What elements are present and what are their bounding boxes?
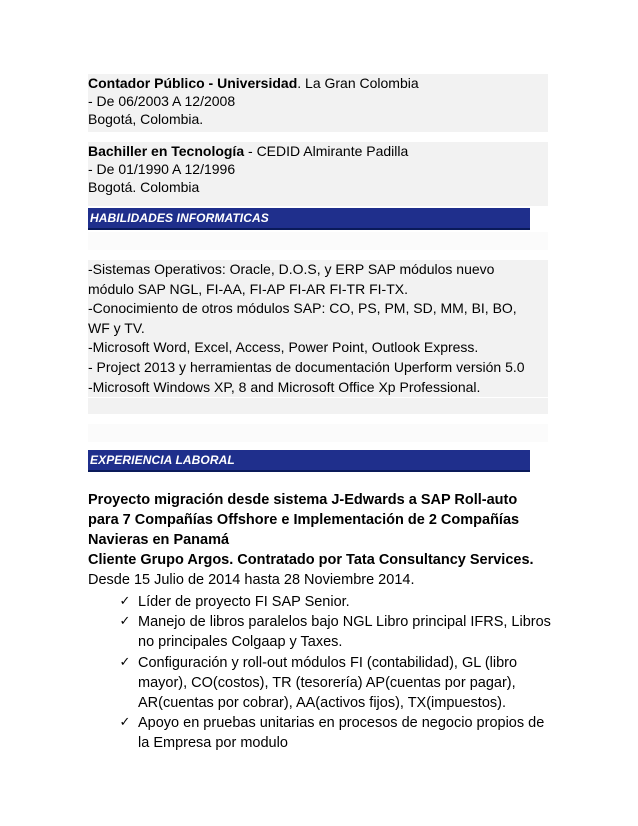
experience-title-line: Proyecto migración desde sistema J-Edwards a SAP Roll-auto xyxy=(88,492,518,508)
experience-period: Desde 15 Julio de 2014 hasta 28 Noviembre 2014. xyxy=(88,572,415,588)
experience-title-line: Navieras en Panamá xyxy=(88,532,230,548)
bullet-text: mayor), CO(costos), TR (tesorería) AP(cuentas por pagar), xyxy=(138,674,516,691)
education-title-line xyxy=(88,74,548,92)
skills-line: WF y TV. xyxy=(88,319,145,336)
degree: Bachiller en Tecnología xyxy=(88,143,245,159)
experience-entry xyxy=(88,490,558,590)
spacer xyxy=(88,398,548,414)
institution: - CEDID Almirante Padilla xyxy=(244,143,409,159)
checkmark-icon: ✓ xyxy=(119,614,131,630)
education-location: Bogotá, Colombia. xyxy=(88,111,204,127)
bullet-text: la Empresa por modulo xyxy=(138,735,288,752)
bullet-text: AR(cuentas por cobrar), AA(activos fijos), TX(impuestos). xyxy=(138,695,506,712)
skills-section-header: HABILIDADES INFORMATICAS xyxy=(88,208,530,230)
bullet-text: Apoyo en pruebas unitarias en procesos de negocio propios de xyxy=(138,715,545,732)
experience-section-header: EXPERIENCIA LABORAL xyxy=(88,450,530,472)
skills-line: - Project 2013 y herramientas de documentación Uperform versión 5.0 xyxy=(88,358,525,375)
checkmark-icon: ✓ xyxy=(119,654,131,670)
list-item xyxy=(88,592,558,612)
education-dates: - De 01/1990 A 12/1996 xyxy=(88,161,236,177)
spacer xyxy=(88,424,548,442)
bullet-text: no principales Colgaap y Taxes. xyxy=(138,634,343,651)
experience-bullets xyxy=(88,592,558,754)
skills-line: módulo SAP NGL, FI-AA, FI-AP FI-AR FI-TR FI-TX. xyxy=(88,280,408,297)
education-dates: - De 06/2003 A 12/2008 xyxy=(88,93,236,109)
education-location: Bogotá. Colombia xyxy=(88,179,200,195)
skills-line: -Microsoft Windows XP, 8 and Microsoft Office Xp Professional. xyxy=(88,378,481,395)
skills-list xyxy=(88,260,548,397)
list-item xyxy=(88,653,558,714)
education-entry xyxy=(88,142,548,206)
experience-client-line: Cliente Grupo Argos. Contratado por Tata Consultancy Services. xyxy=(88,552,534,568)
bullet-text: Configuración y roll-out módulos FI (contabilidad), GL (libro xyxy=(138,654,518,671)
checkmark-icon: ✓ xyxy=(119,594,131,609)
bullet-text: Manejo de libros paralelos bajo NGL Libro principal IFRS, Libros xyxy=(138,614,551,631)
spacer xyxy=(88,232,548,250)
skills-line: -Microsoft Word, Excel, Access, Power Point, Outlook Express. xyxy=(88,339,479,356)
degree: Contador Público - Universidad xyxy=(88,75,298,91)
checkmark-icon: ✓ xyxy=(119,715,131,731)
skills-line: -Conocimiento de otros módulos SAP: CO, PS, PM, SD, MM, BI, BO, xyxy=(88,300,517,317)
bullet-text: Líder de proyecto FI SAP Senior. xyxy=(138,594,350,610)
list-item xyxy=(88,713,558,753)
institution: . La Gran Colombia xyxy=(297,75,419,91)
education-title-line xyxy=(88,142,548,160)
skills-line: -Sistemas Operativos: Oracle, D.O.S, y ERP SAP módulos nuevo xyxy=(88,261,495,277)
list-item xyxy=(88,612,558,652)
experience-title-line: para 7 Compañías Offshore e Implementación de 2 Compañías xyxy=(88,512,520,528)
education-entry xyxy=(88,74,548,132)
